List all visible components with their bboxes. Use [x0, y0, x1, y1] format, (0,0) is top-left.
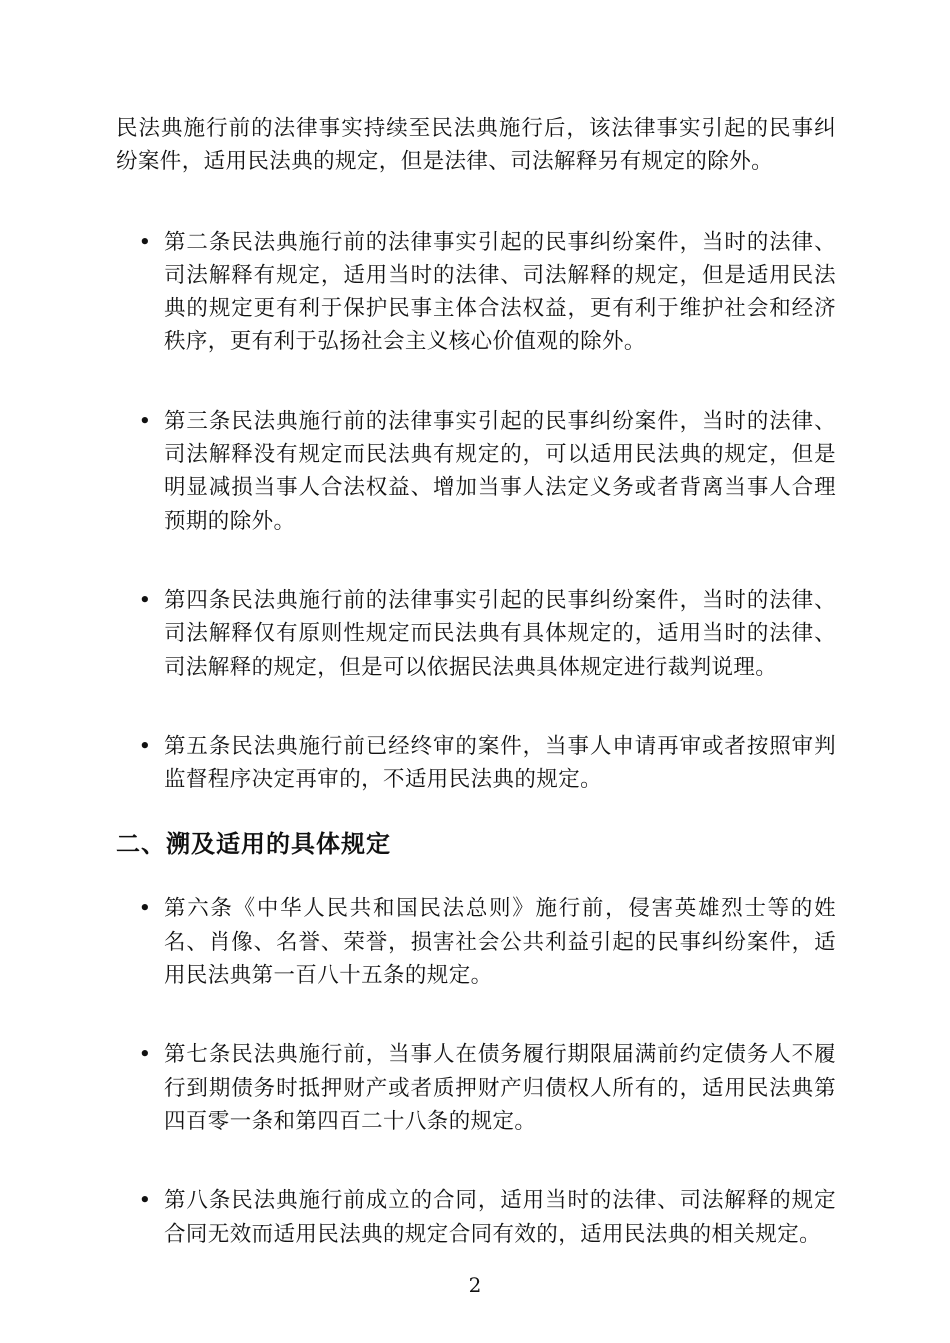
section1-article-list — [116, 226, 836, 797]
section2-article-list — [116, 892, 836, 1250]
article-item-3 — [116, 405, 836, 538]
bullet-icon: • — [138, 587, 152, 613]
bullet-icon: • — [138, 896, 152, 922]
section-heading-retroactive: 二、溯及适用的具体规定 — [116, 829, 391, 859]
bullet-icon: • — [138, 229, 152, 255]
article-text-8: 第八条民法典施行前成立的合同，适用当时的法律、司法解释的规定合同无效而适用民法典的规定合同有效的，适用民法典的相关规定。 — [164, 1188, 836, 1247]
bullet-icon: • — [138, 733, 152, 759]
article-item-4 — [116, 584, 836, 684]
intro-paragraph: 民法典施行前的法律事实持续至民法典施行后，该法律事实引起的民事纠纷案件，适用民法典的规定，但是法律、司法解释另有规定的除外。 — [116, 116, 836, 175]
article-item-6 — [116, 892, 836, 992]
bullet-icon: • — [138, 1042, 152, 1068]
article-item-2 — [116, 226, 836, 359]
page-content — [116, 112, 836, 1251]
article-text-6: 第六条《中华人民共和国民法总则》施行前，侵害英雄烈士等的姓名、肖像、名誉、荣誉，损害社会公共利益引起的民事纠纷案件，适用民法典第一百八十五条的规定。 — [164, 896, 836, 989]
article-text-5: 第五条民法典施行前已经终审的案件，当事人申请再审或者按照审判监督程序决定再审的，不适用民法典的规定。 — [164, 733, 836, 793]
article-text-7: 第七条民法典施行前，当事人在债务履行期限届满前约定债务人不履行到期债务时抵押财产或者质押财产归债权人所有的，适用民法典第四百零一条和第四百二十八条的规定。 — [164, 1042, 836, 1134]
bullet-icon: • — [138, 408, 152, 434]
article-item-5 — [116, 730, 836, 797]
article-text-2: 第二条民法典施行前的法律事实引起的民事纠纷案件，当时的法律、司法解释有规定，适用当时的法律、司法解释的规定，但是适用民法典的规定更有利于保护民事主体合法权益，更有利于维护社会和经济秩序，更有利于弘扬社会主义核心价值观的除外。 — [164, 229, 836, 355]
article-text-3: 第三条民法典施行前的法律事实引起的民事纠纷案件，当时的法律、司法解释没有规定而民法典有规定的，可以适用民法典的规定，但是明显减损当事人合法权益、增加当事人法定义务或者背离当事人合理预期的除外。 — [164, 408, 836, 534]
article-text-4: 第四条民法典施行前的法律事实引起的民事纠纷案件，当时的法律、司法解释仅有原则性规定而民法典有具体规定的，适用当时的法律、司法解释的规定，但是可以依据民法典具体规定进行裁判说理。 — [164, 587, 836, 680]
article-item-8 — [116, 1184, 836, 1251]
page-number: 2 — [468, 1273, 482, 1297]
bullet-icon: • — [138, 1188, 152, 1214]
article-item-7 — [116, 1038, 836, 1138]
